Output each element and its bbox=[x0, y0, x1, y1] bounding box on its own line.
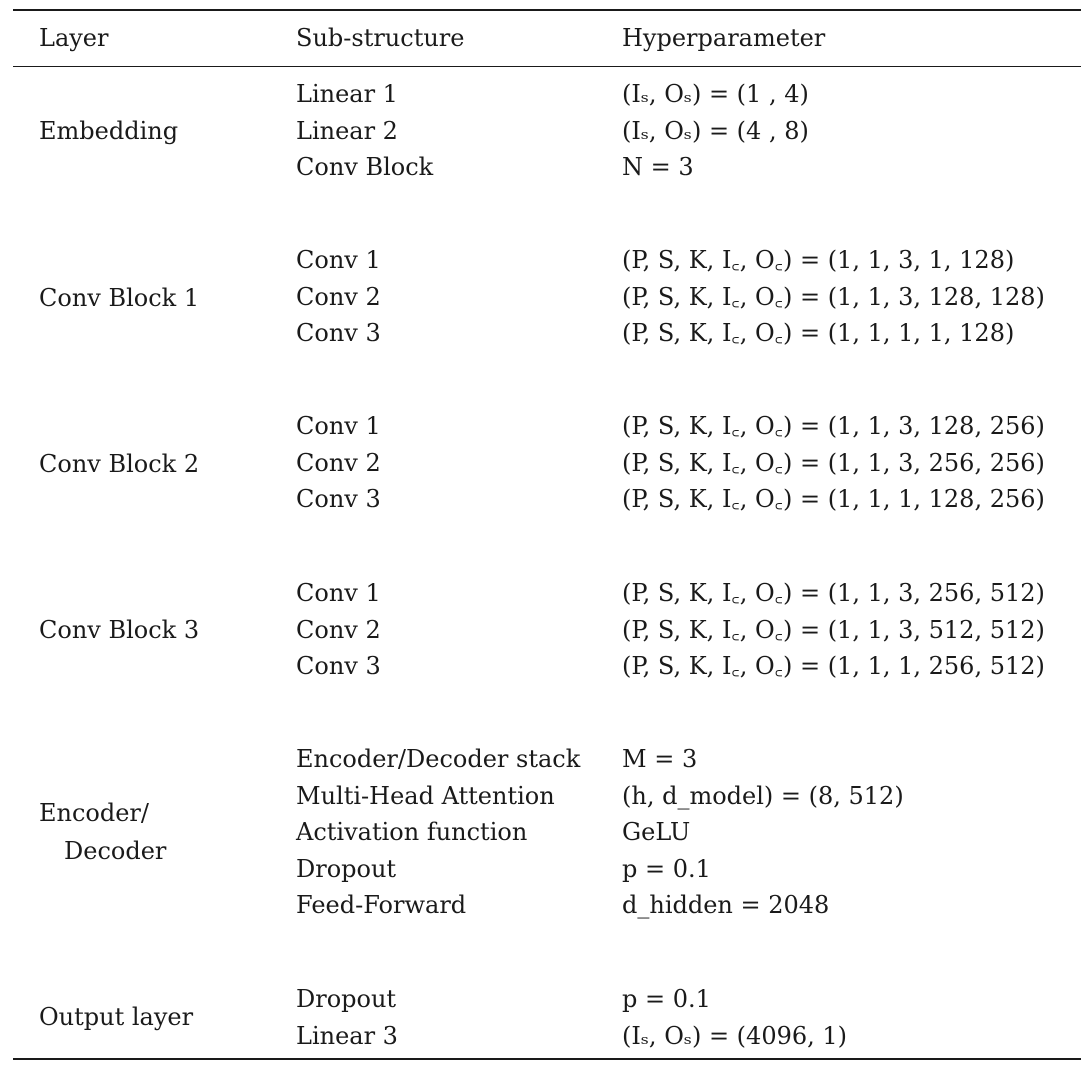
table-cell-sub: Dropout bbox=[296, 854, 397, 883]
header-sub-structure: Sub-structure bbox=[296, 24, 465, 52]
table-cell-sub: Conv 3 bbox=[296, 652, 381, 680]
table-cell-hyper: p = 0.1 bbox=[622, 985, 711, 1013]
header-layer: Layer bbox=[39, 24, 109, 52]
conv-block-2-hypers bbox=[622, 408, 1045, 518]
table-cell-sub: Linear 1 bbox=[296, 80, 398, 108]
encoder-decoder-hypers bbox=[622, 741, 904, 924]
conv-block-1-subs bbox=[296, 242, 381, 352]
table-cell-hyper: M = 3 bbox=[622, 745, 698, 773]
table-cell-sub: Conv 3 bbox=[296, 319, 381, 347]
table-cell-hyper: (P, S, K, I꜀, O꜀) = (1, 1, 3, 1, 128) bbox=[622, 246, 1015, 274]
layer-encoder-decoder bbox=[39, 794, 239, 870]
table-cell-sub: Multi-Head Attention bbox=[296, 781, 555, 810]
table-cell-hyper: (Iₛ, Oₛ) = (1 , 4) bbox=[622, 80, 809, 108]
table-cell-sub: Conv 1 bbox=[296, 579, 381, 607]
table-cell-sub: Feed-Forward bbox=[296, 891, 467, 919]
embedding-hypers bbox=[622, 76, 809, 186]
table-cell-sub: Linear 2 bbox=[296, 116, 398, 145]
table-cell-sub: Dropout bbox=[296, 985, 397, 1013]
table-cell-sub: Encoder/Decoder stack bbox=[296, 745, 581, 773]
table-cell-hyper: (Iₛ, Oₛ) = (4096, 1) bbox=[622, 1021, 848, 1050]
table-cell-sub: Conv 1 bbox=[296, 246, 381, 274]
table-cell-hyper: (P, S, K, I꜀, O꜀) = (1, 1, 3, 512, 512) bbox=[622, 615, 1045, 644]
layer-conv-block-1: Conv Block 1 bbox=[39, 284, 200, 312]
table-bottom-rule bbox=[13, 1058, 1081, 1060]
table-cell-hyper: (h, d_model) = (8, 512) bbox=[622, 781, 904, 810]
table-cell-sub: Conv 2 bbox=[296, 282, 381, 311]
table-cell-sub: Activation function bbox=[296, 818, 528, 846]
table-header-rule bbox=[13, 66, 1081, 67]
layer-conv-block-2: Conv Block 2 bbox=[39, 450, 200, 478]
table-cell-hyper: (P, S, K, I꜀, O꜀) = (1, 1, 3, 256, 256) bbox=[622, 448, 1045, 477]
layer-encoder-decoder-line1: Encoder/ bbox=[39, 799, 149, 827]
table-cell-hyper: (P, S, K, I꜀, O꜀) = (1, 1, 1, 256, 512) bbox=[622, 652, 1045, 680]
conv-block-2-subs bbox=[296, 408, 381, 518]
embedding-subs bbox=[296, 76, 433, 186]
table-top-rule bbox=[13, 9, 1081, 11]
header-hyperparameter: Hyperparameter bbox=[622, 24, 826, 52]
table-cell-sub: Conv Block bbox=[296, 153, 434, 181]
layer-conv-block-3: Conv Block 3 bbox=[39, 616, 200, 644]
table-cell-hyper: N = 3 bbox=[622, 153, 694, 181]
table-cell-sub: Conv 2 bbox=[296, 615, 381, 644]
output-layer-hypers bbox=[622, 981, 847, 1054]
table-cell-hyper: GeLU bbox=[622, 818, 691, 846]
table-cell-hyper: (P, S, K, I꜀, O꜀) = (1, 1, 1, 1, 128) bbox=[622, 319, 1015, 347]
table-cell-hyper: (P, S, K, I꜀, O꜀) = (1, 1, 3, 256, 512) bbox=[622, 579, 1045, 607]
table-cell-hyper: (Iₛ, Oₛ) = (4 , 8) bbox=[622, 116, 809, 145]
output-layer-subs bbox=[296, 981, 398, 1054]
table-cell-hyper: p = 0.1 bbox=[622, 854, 711, 883]
conv-block-1-hypers bbox=[622, 242, 1045, 352]
layer-output: Output layer bbox=[39, 1003, 194, 1031]
layer-embedding: Embedding bbox=[39, 117, 179, 145]
conv-block-3-subs bbox=[296, 575, 381, 685]
table-cell-hyper: d_hidden = 2048 bbox=[622, 891, 830, 919]
table-cell-hyper: (P, S, K, I꜀, O꜀) = (1, 1, 3, 128, 256) bbox=[622, 412, 1045, 440]
table-cell-sub: Conv 2 bbox=[296, 448, 381, 477]
table-cell-hyper: (P, S, K, I꜀, O꜀) = (1, 1, 3, 128, 128) bbox=[622, 282, 1045, 311]
conv-block-3-hypers bbox=[622, 575, 1045, 685]
table-cell-sub: Conv 1 bbox=[296, 412, 381, 440]
table-cell-hyper: (P, S, K, I꜀, O꜀) = (1, 1, 1, 128, 256) bbox=[622, 485, 1045, 513]
layer-encoder-decoder-line2: Decoder bbox=[64, 837, 167, 865]
table-cell-sub: Conv 3 bbox=[296, 485, 381, 513]
encoder-decoder-subs bbox=[296, 741, 580, 924]
table-cell-sub: Linear 3 bbox=[296, 1021, 398, 1050]
